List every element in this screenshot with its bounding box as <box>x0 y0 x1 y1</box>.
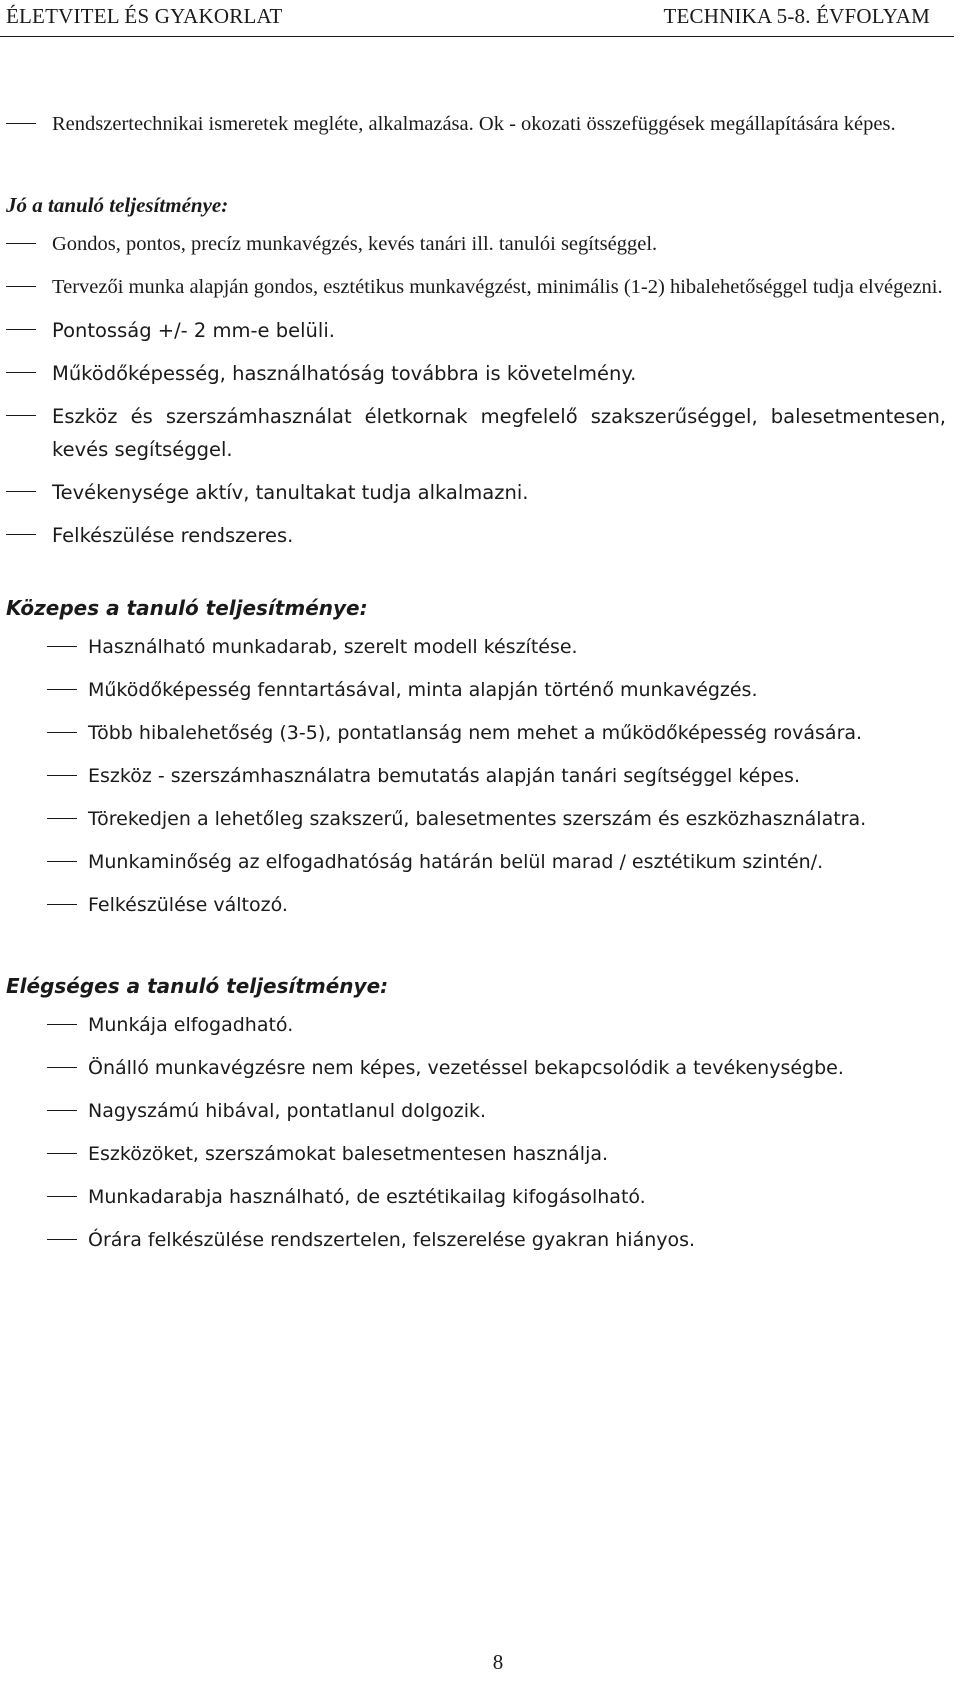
section-heading-elegseges: Elégséges a tanuló teljesítménye: <box>6 974 389 998</box>
dash-bullet <box>47 1153 77 1154</box>
dash-bullet <box>47 732 77 733</box>
list-item: Eszköz - szerszámhasználatra bemutatás alapján tanári segítséggel képes. <box>0 760 960 793</box>
dash-bullet <box>6 243 36 244</box>
section-heading-jo: Jó a tanuló teljesítménye: <box>6 193 229 217</box>
list-item: Nagyszámú hibával, pontatlanul dolgozik. <box>0 1095 960 1128</box>
list-item: Törekedjen a lehetőleg szakszerű, balesetmentes szerszám és eszközhasználatra. <box>0 803 960 836</box>
list-item: Tevékenysége aktív, tanultakat tudja alkalmazni. <box>0 476 960 509</box>
dash-bullet <box>6 329 36 330</box>
dash-bullet <box>6 415 36 416</box>
list-item: Rendszertechnikai ismeretek megléte, alkalmazása. Ok - okozati összefüggések megállapítására képes. <box>0 108 960 141</box>
dash-bullet <box>47 689 77 690</box>
header-grade: TECHNIKA 5-8. ÉVFOLYAM <box>663 4 930 28</box>
dash-bullet <box>47 818 77 819</box>
dash-bullet <box>47 1024 77 1025</box>
dash-bullet <box>6 123 36 124</box>
header-rule <box>0 36 954 37</box>
intro-list <box>0 108 960 141</box>
list-item: Eszköz és szerszámhasználat életkornak megfelelő szakszerűséggel, balesetmentesen, kevés segítséggel. <box>0 400 960 466</box>
dash-bullet <box>47 646 77 647</box>
list-item: Eszközöket, szerszámokat balesetmentesen használja. <box>0 1138 960 1171</box>
list-item: Felkészülése változó. <box>0 889 960 922</box>
list-item: Munkája elfogadható. <box>0 1009 960 1042</box>
jo-list-cont <box>0 314 960 552</box>
kozepes-list <box>0 631 960 922</box>
list-item: Munkaminőség az elfogadhatóság határán belül marad / esztétikum szintén/. <box>0 846 960 879</box>
document-body <box>0 108 960 1267</box>
dash-bullet <box>47 1239 77 1240</box>
list-item: Használható munkadarab, szerelt modell készítése. <box>0 631 960 664</box>
dash-bullet <box>6 286 36 287</box>
list-item: Működőképesség, használhatóság továbbra is követelmény. <box>0 357 960 390</box>
list-item: Órára felkészülése rendszertelen, felszerelése gyakran hiányos. <box>0 1224 960 1257</box>
list-item: Tervezői munka alapján gondos, esztétikus munkavégzést, minimális (1-2) hibalehetőséggel tudja elvégezni. <box>0 271 960 304</box>
header-subject: ÉLETVITEL ÉS GYAKORLAT <box>6 4 283 28</box>
dash-bullet <box>47 1196 77 1197</box>
dash-bullet <box>47 904 77 905</box>
jo-list <box>0 228 960 304</box>
dash-bullet <box>47 861 77 862</box>
dash-bullet <box>47 1067 77 1068</box>
dash-bullet <box>6 372 36 373</box>
dash-bullet <box>47 775 77 776</box>
list-item: Pontosság +/- 2 mm-e belüli. <box>0 314 960 347</box>
page-header <box>0 0 960 40</box>
page-number: 8 <box>492 1650 504 1674</box>
dash-bullet <box>47 1110 77 1111</box>
dash-bullet <box>6 491 36 492</box>
list-item: Önálló munkavégzésre nem képes, vezetéssel bekapcsolódik a tevékenységbe. <box>0 1052 960 1085</box>
list-item: Gondos, pontos, precíz munkavégzés, kevés tanári ill. tanulói segítséggel. <box>0 228 960 261</box>
section-heading-kozepes: Közepes a tanuló teljesítménye: <box>6 596 368 620</box>
list-item: Munkadarabja használható, de esztétikailag kifogásolható. <box>0 1181 960 1214</box>
list-item: Felkészülése rendszeres. <box>0 519 960 552</box>
dash-bullet <box>6 534 36 535</box>
elegseges-list <box>0 1009 960 1257</box>
list-item: Működőképesség fenntartásával, minta alapján történő munkavégzés. <box>0 674 960 707</box>
list-item: Több hibalehetőség (3-5), pontatlanság nem mehet a működőképesség rovására. <box>0 717 960 750</box>
